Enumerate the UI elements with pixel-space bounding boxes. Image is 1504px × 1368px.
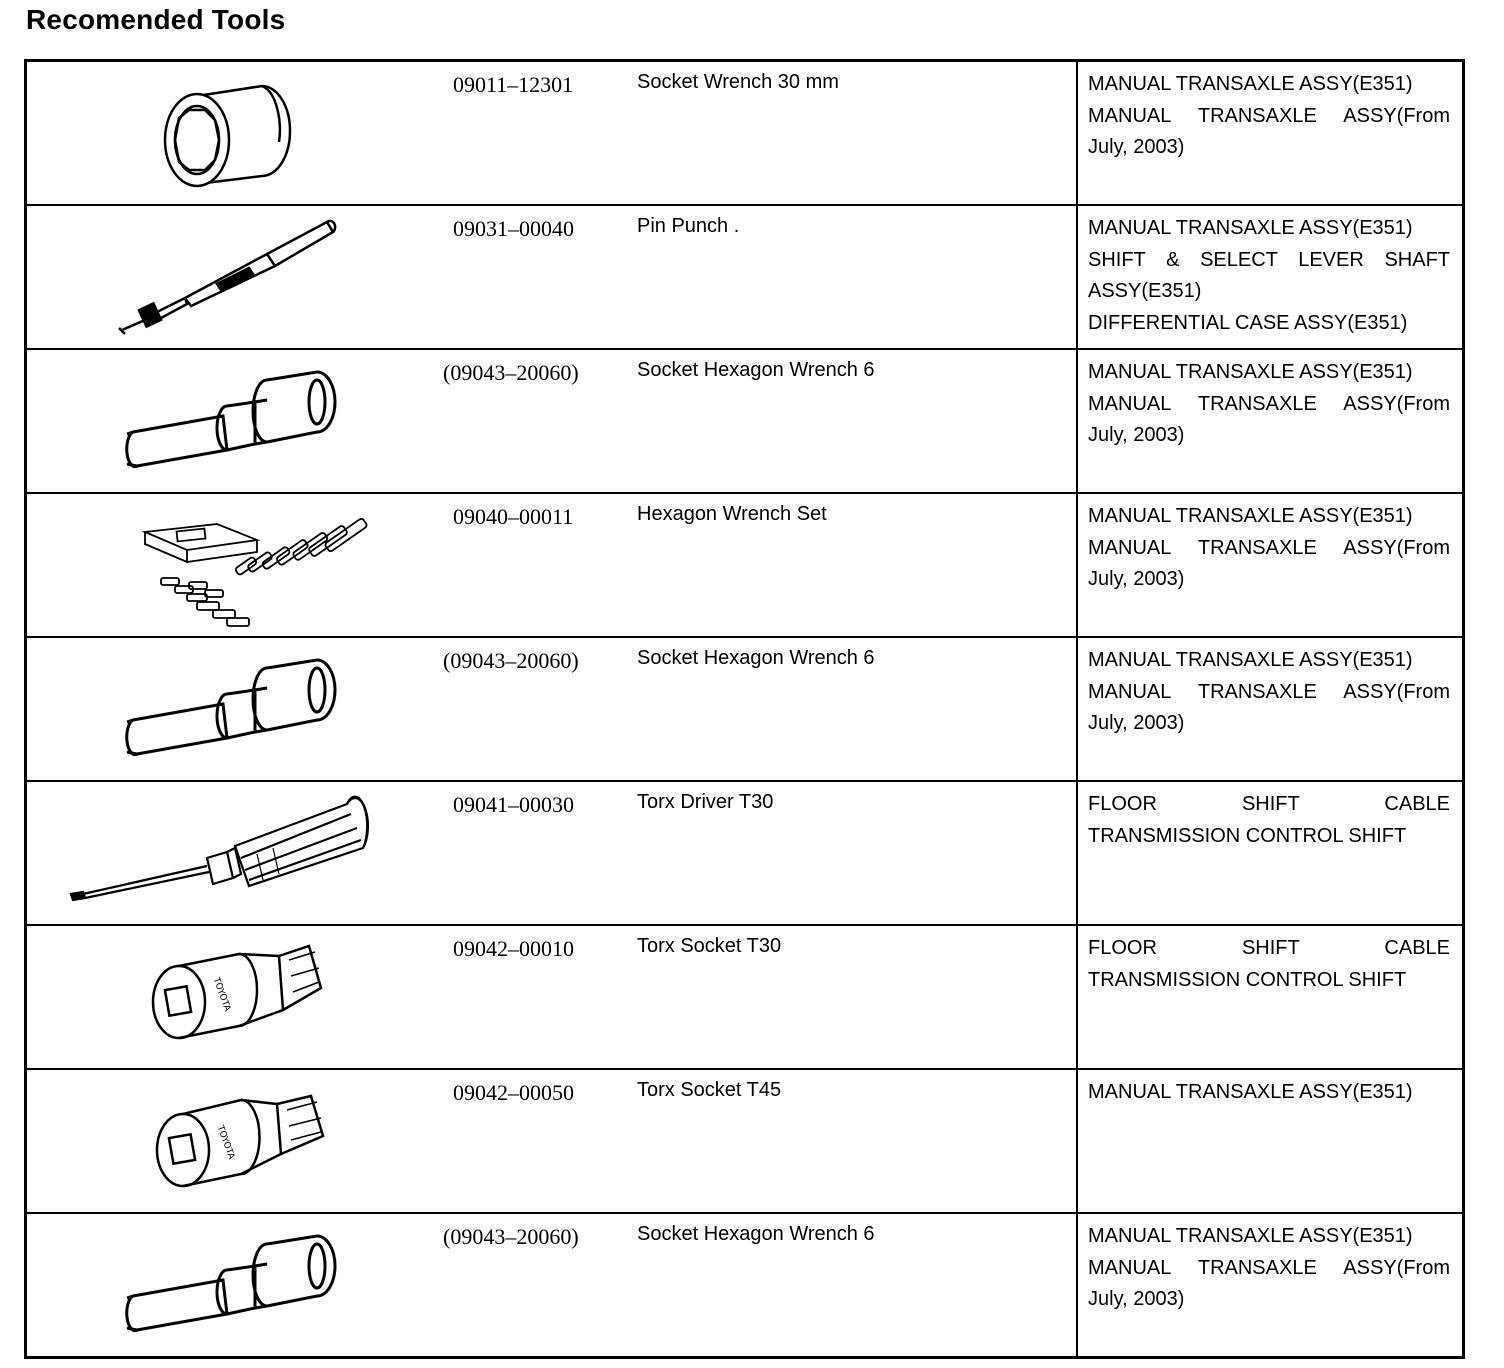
page-title: Recomended Tools — [26, 4, 286, 35]
table-row — [26, 1213, 1464, 1358]
table-row — [26, 493, 1464, 637]
socket-hexagon-wrench-icon — [27, 638, 439, 780]
socket-hexagon-wrench-icon — [27, 1214, 439, 1356]
svg-text:TOYOTA: TOYOTA — [214, 1124, 237, 1161]
usage-line: MANUAL TRANSAXLE ASSY(From — [1088, 104, 1450, 127]
part-number: 09031–00040 — [453, 216, 574, 241]
table-row — [26, 925, 1464, 1069]
tool-name: Torx Socket T45 — [637, 1079, 782, 1101]
hexagon-wrench-set-icon — [27, 494, 439, 636]
socket-hexagon-wrench-icon — [27, 350, 439, 492]
usage-line: ASSY(E351) — [1088, 280, 1202, 302]
table-row — [26, 637, 1464, 781]
usage-cell — [1078, 494, 1462, 596]
tool-name: Socket Hexagon Wrench 6 — [637, 647, 875, 669]
usage-line: MANUAL TRANSAXLE ASSY(From — [1088, 680, 1450, 703]
part-number: (09043–20060) — [443, 1224, 579, 1249]
usage-cell — [1078, 638, 1462, 740]
part-number: 09040–00011 — [453, 504, 574, 529]
usage-line: July, 2003) — [1088, 712, 1185, 734]
usage-cell — [1078, 1070, 1462, 1109]
part-number: 09042–00010 — [453, 936, 574, 961]
usage-line: MANUAL TRANSAXLE ASSY(E351) — [1088, 217, 1413, 239]
usage-line: July, 2003) — [1088, 136, 1185, 158]
part-number: 09041–00030 — [453, 792, 574, 817]
table-row — [26, 205, 1464, 349]
table-row — [26, 61, 1464, 206]
usage-cell — [1078, 62, 1462, 164]
torx-socket-icon — [27, 1070, 439, 1212]
usage-cell — [1078, 206, 1462, 339]
tool-name: Socket Wrench 30 mm — [637, 71, 839, 93]
usage-line: MANUAL TRANSAXLE ASSY(From — [1088, 1256, 1450, 1279]
torx-socket-icon — [27, 926, 439, 1068]
table-row — [26, 781, 1464, 925]
pin-punch-icon — [27, 206, 439, 348]
usage-line: MANUAL TRANSAXLE ASSY(E351) — [1088, 1081, 1413, 1103]
usage-line: MANUAL TRANSAXLE ASSY(E351) — [1088, 361, 1413, 383]
part-number: (09043–20060) — [443, 360, 579, 385]
usage-line: July, 2003) — [1088, 424, 1185, 446]
part-number: 09011–12301 — [453, 72, 574, 97]
torx-driver-icon — [27, 782, 439, 924]
usage-cell — [1078, 782, 1462, 852]
socket-wrench-icon — [27, 62, 439, 204]
usage-line: MANUAL TRANSAXLE ASSY(From — [1088, 536, 1450, 559]
svg-text:TOYOTA: TOYOTA — [210, 976, 233, 1013]
usage-line: MANUAL TRANSAXLE ASSY(E351) — [1088, 1225, 1413, 1247]
tool-name: Socket Hexagon Wrench 6 — [637, 359, 875, 381]
usage-line: FLOOR SHIFT CABLE — [1088, 793, 1450, 815]
usage-line: MANUAL TRANSAXLE ASSY(E351) — [1088, 649, 1413, 671]
usage-line: MANUAL TRANSAXLE ASSY(E351) — [1088, 73, 1413, 95]
usage-cell — [1078, 926, 1462, 996]
table-row — [26, 1069, 1464, 1213]
usage-line: FLOOR SHIFT CABLE — [1088, 937, 1450, 959]
usage-line: July, 2003) — [1088, 568, 1185, 590]
tool-name: Pin Punch . — [637, 215, 740, 237]
usage-line: TRANSMISSION CONTROL SHIFT — [1088, 968, 1407, 991]
part-number: (09043–20060) — [443, 648, 579, 673]
usage-cell — [1078, 350, 1462, 452]
tool-name: Torx Socket T30 — [637, 935, 782, 957]
tools-table — [24, 59, 1465, 1359]
tool-name: Hexagon Wrench Set — [637, 503, 827, 525]
usage-line: SHIFT & SELECT LEVER SHAFT — [1088, 248, 1450, 271]
tool-name: Torx Driver T30 — [637, 791, 774, 813]
usage-line: July, 2003) — [1088, 1288, 1185, 1310]
usage-line: MANUAL TRANSAXLE ASSY(E351) — [1088, 505, 1413, 527]
part-number: 09042–00050 — [453, 1080, 574, 1105]
usage-line: TRANSMISSION CONTROL SHIFT — [1088, 824, 1407, 847]
tool-name: Socket Hexagon Wrench 6 — [637, 1223, 875, 1245]
usage-cell — [1078, 1214, 1462, 1316]
table-row — [26, 349, 1464, 493]
usage-line: MANUAL TRANSAXLE ASSY(From — [1088, 392, 1450, 415]
usage-line: DIFFERENTIAL CASE ASSY(E351) — [1088, 311, 1408, 334]
